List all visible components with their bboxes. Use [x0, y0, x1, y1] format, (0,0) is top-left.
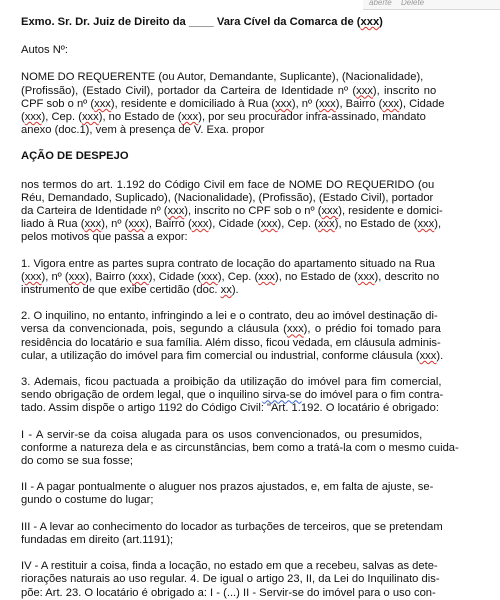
paragraph-1: 1. Vigora entre as partes supra contrato de locação do apartamento situado na Rua (xxx), nº (xxx), Bairro (xxx), Cidade (xxx), Cep. (xxx), no Estado de (xxx), descrito no instrumento de que exibe certidão (doc. xx). — [21, 257, 440, 297]
court-address: Exmo. Sr. Dr. Juiz de Direito da ____ Vara Cível da Comarca de (xxx) — [21, 16, 383, 28]
toolbar-strip — [363, 0, 500, 10]
defendant-qualification: nos termos do art. 1.192 do Código Civil em face de NOME DO REQUERIDO (ou Réu, Demandado, Suplicado), (Nacionalidade), (Profissão), (Estado Civil), portador da Carteira de Identidade nº (xxx), inscrito no CPF sob o nº (xxx), residente e domici- liado à Rua (xxx), nº (xxx), Bairro (xxx), Cidade (xxx), Cep. (xxx), no Estado de (xxx), pelos motivos que passa a expor: — [21, 178, 443, 244]
paragraph-3: 3. Ademais, ficou pactuada a proibição da utilização do imóvel para fim comercial, sendo obrigação de ordem legal, que o inquilino sirva-se do imóvel para o fim contra- tado. Assim dispõe o artigo 1192 do Código Civil: "Art. 1.192. O locatário é obrigado: — [21, 376, 444, 415]
clause-ii: II - A pagar pontualmente o aluguer nos prazos ajustados, e, em falta de ajuste, se- gundo o costume do lugar; — [21, 481, 434, 507]
clause-i: I - A servir-se da coisa alugada para os usos convencionados, ou presumidos, conforme a natureza dela e as circunstâncias, bem como a tratá-la com o mesmo cuida- do como se sua fosse; — [21, 428, 459, 468]
case-number-label: Autos Nº: — [21, 44, 68, 57]
clause-iii: III - A levar ao conhecimento do locador as turbações de terceiros, que se pretendam fundadas em direito (art.1191); — [21, 520, 443, 546]
clause-iv: IV - A restituir a coisa, finda a locação, no estado em que a recebeu, salvas as dete- riorações naturais ao uso regular. 4. De igual o artigo 23, II, da Lei do Inquilinato dis- põe: Art. 23. O locatário é obrigado a: I - (...) II - Servir-se do imóvel para o uso con- — [21, 560, 440, 599]
toolbar-delete-text[interactable]: Delete — [401, 0, 425, 7]
document-body[interactable] — [21, 11, 478, 600]
plaintiff-qualification: NOME DO REQUERENTE (ou Autor, Demandante, Suplicante), (Nacionalidade), (Profissão), (Estado Civil), portador da Carteira de Identidade nº (xxx), inscrito no CPF sob o nº (xxx), residente e domiciliado à Rua (xxx), nº (xxx), Bairro (xxx), Cidade (xxx), Cep. (xxx), no Estado de (xxx), por seu procurador infra-assinado, mandato anexo (doc.1), vem à presença de V. Exa. propor — [21, 71, 445, 137]
paragraph-2: 2. O inquilino, no entanto, infringindo a lei e o contrato, deu ao imóvel destinação di- versa da convencionada, pois, segundo a cláusula (xxx), o prédio foi tomado para residência do locatário e sua família. Além disso, ficou vedada, em cláusula adminis- cular, a utilização do imóvel para fim comercial ou industrial, conforme cláusula (xxx). — [21, 310, 444, 362]
action-title: AÇÃO DE DESPEJO — [21, 150, 129, 163]
toolbar-left-text[interactable]: aberte — [369, 0, 392, 7]
